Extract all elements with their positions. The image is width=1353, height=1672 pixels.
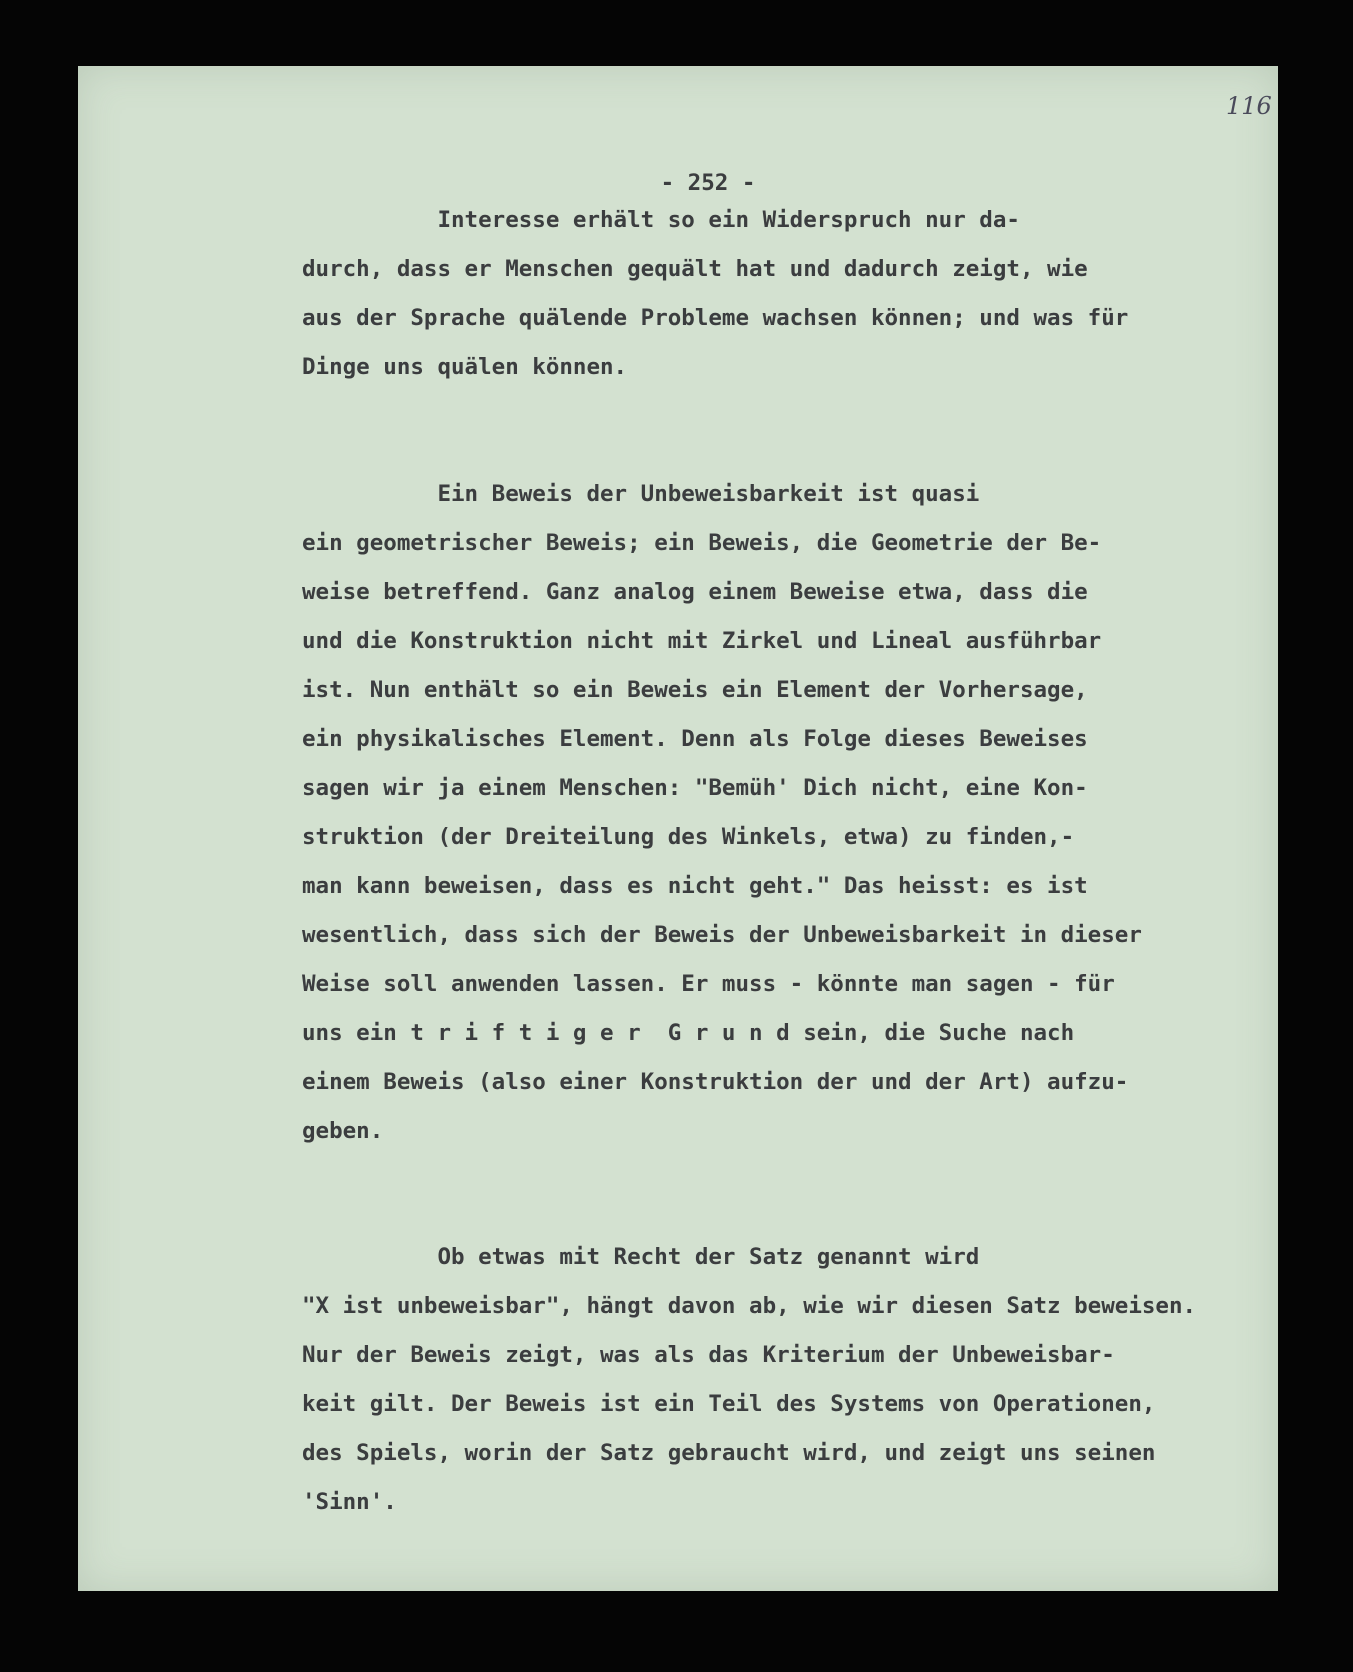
text-line: ist. Nun enthält so ein Beweis ein Element der Vorhersage, [302,677,1088,703]
text-line: aus der Sprache quälende Probleme wachsen können; und was für [302,305,1129,331]
page-number: - 252 - [660,170,756,196]
folio-number: 116 [1226,92,1272,120]
text-line: des Spiels, worin der Satz gebraucht wird, und zeigt uns seinen [302,1440,1156,1466]
text-line: Nur der Beweis zeigt, was als das Kriterium der Unbeweisbar- [302,1342,1115,1368]
text-line: Dinge uns quälen können. [302,354,628,380]
text-line: durch, dass er Menschen gequält hat und dadurch zeigt, wie [302,256,1088,282]
text-line: Ein Beweis der Unbeweisbarkeit ist quasi [302,481,980,507]
text-line: Interesse erhält so ein Widerspruch nur da- [302,207,1020,233]
text-line: uns ein t r i f t i g e r G r u n d sein, die Suche nach [302,1020,1075,1046]
text-line: wesentlich, dass sich der Beweis der Unbeweisbarkeit in dieser [302,922,1142,948]
text-line: und die Konstruktion nicht mit Zirkel und Lineal ausführbar [302,628,1102,654]
text-line: keit gilt. Der Beweis ist ein Teil des Systems von Operationen, [302,1391,1156,1417]
text-line: Weise soll anwenden lassen. Er muss - könnte man sagen - für [302,971,1115,997]
text-line: "X ist unbeweisbar", hängt davon ab, wie wir diesen Satz beweisen. [302,1293,1197,1319]
text-line: struktion (der Dreiteilung des Winkels, etwa) zu finden,- [302,824,1075,850]
text-line: sagen wir ja einem Menschen: "Bemüh' Dich nicht, eine Kon- [302,775,1088,801]
text-line: ein physikalisches Element. Denn als Folge dieses Beweises [302,726,1088,752]
text-line: Ob etwas mit Recht der Satz genannt wird [302,1244,980,1270]
text-line: ein geometrischer Beweis; ein Beweis, die Geometrie der Be- [302,530,1102,556]
text-line: weise betreffend. Ganz analog einem Beweise etwa, dass die [302,579,1088,605]
text-line: man kann beweisen, dass es nicht geht." Das heisst: es ist [302,873,1088,899]
typescript-page [78,66,1278,1591]
text-line: einem Beweis (also einer Konstruktion der und der Art) aufzu- [302,1069,1129,1095]
text-line: geben. [302,1118,384,1144]
text-line: 'Sinn'. [302,1489,397,1515]
